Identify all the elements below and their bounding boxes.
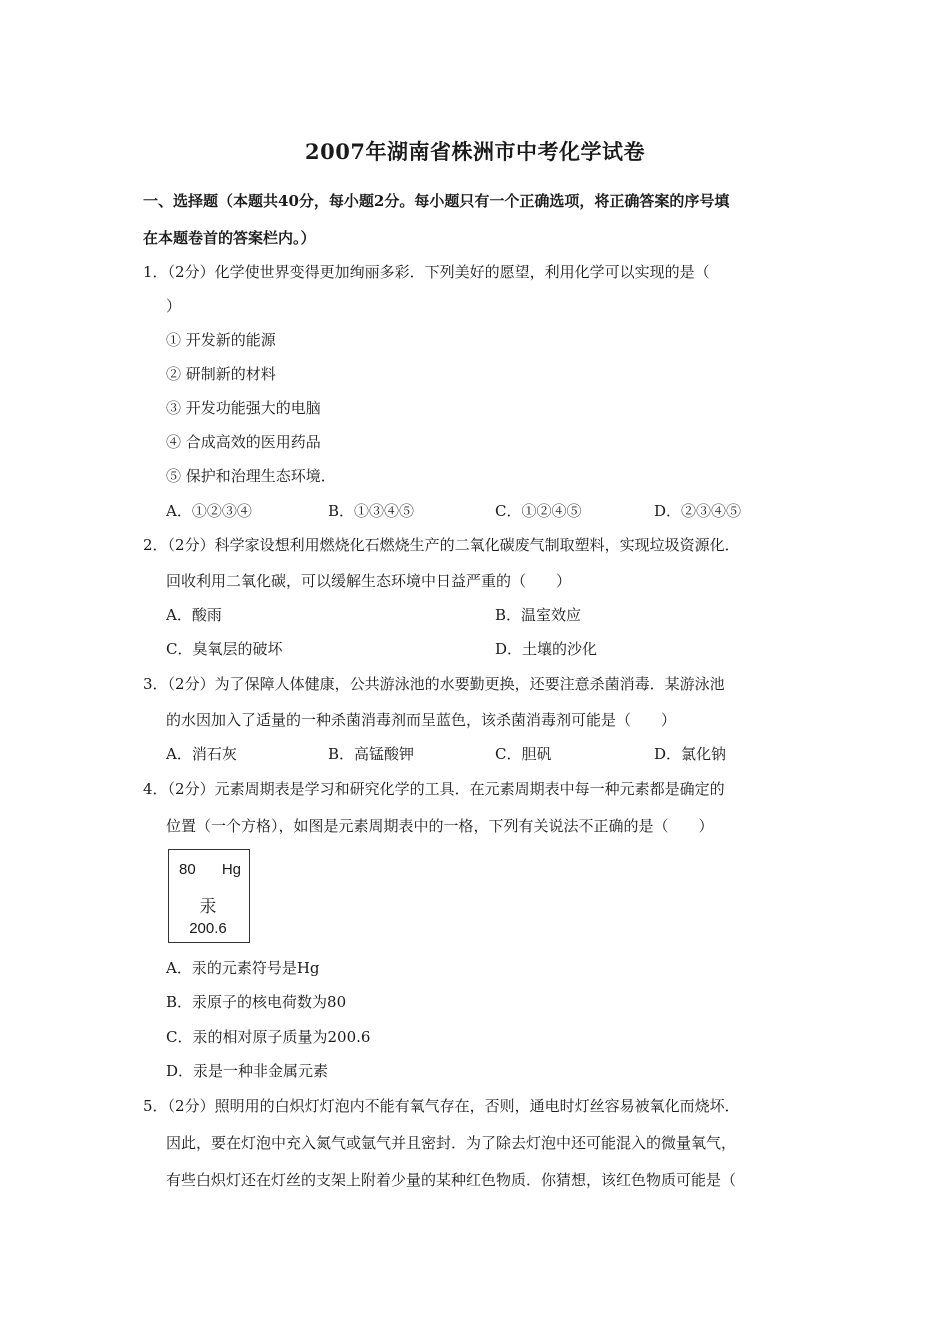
question-5-stem-cont: 有些白炽灯还在灯丝的支架上附着少量的某种红色物质．你猜想，该红色物质可能是（ <box>166 1171 737 1189</box>
atomic-mass: 200.6 <box>189 920 227 937</box>
question-4-stem-cont: 位置（一个方格），如图是元素周期表中的一格，下列有关说法不正确的是（ ） <box>166 817 714 835</box>
question-5-stem-cont: 因此，要在灯泡中充入氮气或氩气并且密封．为了除去灯泡中还可能混入的微量氧气， <box>166 1134 737 1152</box>
q3-option-a: A．消石灰 <box>166 745 237 763</box>
q4-option-b: B．汞原子的核电荷数为80 <box>166 993 347 1011</box>
question-5-stem: 5．（2分）照明用的白炽灯灯泡内不能有氧气存在，否则，通电时灯丝容易被氧化而烧坏． <box>143 1097 740 1115</box>
question-4-stem: 4．（2分）元素周期表是学习和研究化学的工具．在元素周期表中每一种元素都是确定的 <box>143 780 725 798</box>
q1-item: ② 研制新的材料 <box>166 365 276 383</box>
q3-option-d: D．氯化钠 <box>654 745 727 763</box>
element-name: 汞 <box>199 897 217 917</box>
question-1-stem: 1．（2分）化学使世界变得更加绚丽多彩．下列美好的愿望，利用化学可以实现的是（ <box>143 263 710 281</box>
q2-option-b: B．温室效应 <box>495 606 582 624</box>
q1-option-d: D．②③④⑤ <box>654 502 742 520</box>
q4-option-a: A．汞的元素符号是Hg <box>166 959 320 977</box>
q1-item: ④ 合成高效的医用药品 <box>166 433 321 451</box>
atomic-number: 80 <box>179 861 196 878</box>
q4-option-d: D．汞是一种非金属元素 <box>166 1062 329 1080</box>
section-heading: 一、选择题（本题共40分，每小题2分。每小题只有一个正确选项，将正确答案的序号填 <box>143 192 730 210</box>
q2-option-d: D．土壤的沙化 <box>495 640 598 658</box>
q1-option-a: A．①②③④ <box>166 502 252 520</box>
periodic-table-cell <box>168 849 250 943</box>
q2-option-a: A．酸雨 <box>166 606 222 624</box>
q3-option-b: B．高锰酸钾 <box>328 745 415 763</box>
question-3-stem-cont: 的水因加入了适量的一种杀菌消毒剂而呈蓝色，该杀菌消毒剂可能是（ ） <box>166 711 677 729</box>
question-2-stem: 2．（2分）科学家设想利用燃烧化石燃烧生产的二氧化碳废气制取塑料，实现垃圾资源化． <box>143 536 740 554</box>
section-heading-cont: 在本题卷首的答案栏内。） <box>143 229 316 247</box>
q4-option-c: C．汞的相对原子质量为200.6 <box>166 1028 371 1046</box>
q1-item: ⑤ 保护和治理生态环境． <box>166 467 336 485</box>
q1-option-c: C．①②④⑤ <box>495 502 582 520</box>
q1-item: ③ 开发功能强大的电脑 <box>166 399 321 417</box>
element-symbol: Hg <box>221 861 241 878</box>
q1-option-b: B．①③④⑤ <box>328 502 415 520</box>
page-title: 2007年湖南省株洲市中考化学试卷 <box>305 139 645 164</box>
q3-option-c: C．胆矾 <box>495 745 552 763</box>
question-3-stem: 3．（2分）为了保障人体健康，公共游泳池的水要勤更换，还要注意杀菌消毒．某游泳池 <box>143 675 725 693</box>
q2-option-c: C．臭氧层的破坏 <box>166 640 283 658</box>
q1-item: ① 开发新的能源 <box>166 331 276 349</box>
question-1-stem-cont: ） <box>166 297 182 315</box>
question-2-stem-cont: 回收利用二氧化碳，可以缓解生态环境中日益严重的（ ） <box>166 572 572 590</box>
